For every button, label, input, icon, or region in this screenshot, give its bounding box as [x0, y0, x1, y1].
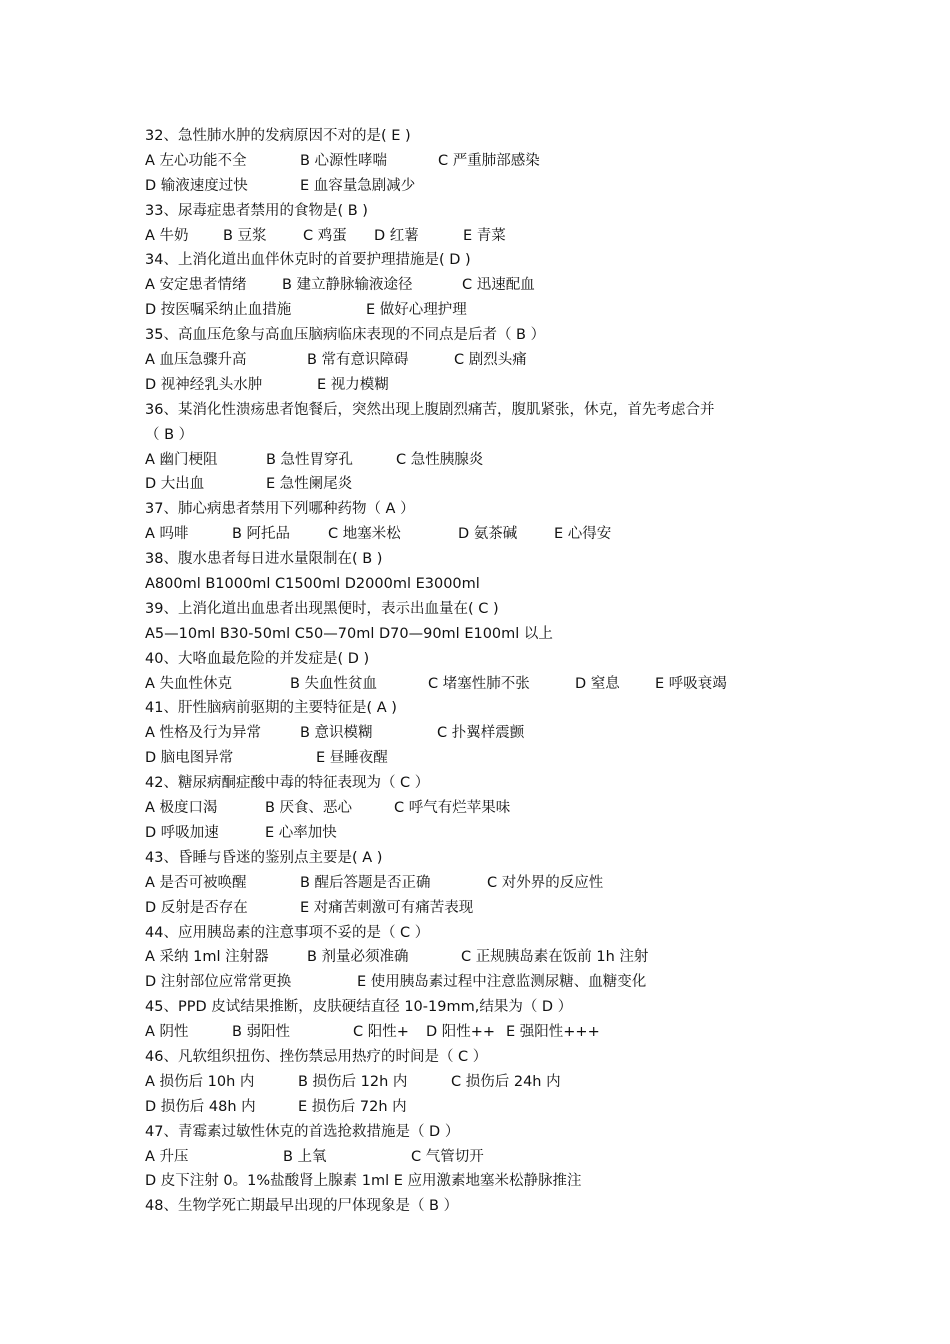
option-text: B 厌食、恶心 — [265, 800, 353, 817]
text-line — [145, 921, 825, 946]
text-line — [145, 846, 825, 871]
line-text: A 失血性休克 — [145, 675, 233, 692]
line-text: 35、高血压危象与高血压脑病临床表现的不同点是后者（ B ） — [145, 327, 546, 344]
line-text: A 吗啡 — [145, 526, 189, 543]
line-text: D 呼吸加速 — [145, 824, 219, 841]
option-text: C 正规胰岛素在饭前 1h 注射 — [461, 949, 649, 966]
line-text: A 幽门梗阻 — [145, 451, 218, 468]
line-text: D 反射是否存在 — [145, 899, 248, 916]
line-text: D 脑电图异常 — [145, 750, 234, 767]
text-line — [145, 298, 825, 323]
text-line — [145, 721, 825, 746]
text-line — [145, 248, 825, 273]
text-line — [145, 1145, 825, 1170]
text-line — [145, 597, 825, 622]
line-text: D 注射部位应常常更换 — [145, 974, 292, 991]
line-text: A 是否可被唤醒 — [145, 874, 247, 891]
text-line — [145, 995, 825, 1020]
line-text: 46、凡软组织扭伤、挫伤禁忌用热疗的时间是（ C ） — [145, 1048, 488, 1065]
line-text: A 安定患者情绪 — [145, 277, 247, 294]
text-line — [145, 348, 825, 373]
text-line — [145, 448, 825, 473]
line-text: A5—10ml B30-50ml C50—70ml D70—90ml E100ml 以上 — [145, 625, 553, 642]
text-line — [145, 796, 825, 821]
option-text: C 地塞米松 — [328, 526, 401, 543]
line-text: （ B ） — [145, 426, 194, 443]
line-text: 37、肺心病患者禁用下列哪种药物（ A ） — [145, 501, 415, 518]
text-line — [145, 871, 825, 896]
text-line — [145, 1095, 825, 1120]
option-text: E 青菜 — [463, 227, 506, 244]
option-text: B 弱阳性 — [232, 1024, 291, 1041]
text-line — [145, 945, 825, 970]
line-text: 40、大咯血最危险的并发症是( D ) — [145, 650, 370, 667]
text-line — [145, 522, 825, 547]
option-text: B 上氧 — [283, 1148, 327, 1165]
text-line — [145, 1045, 825, 1070]
text-line — [145, 273, 825, 298]
option-text: C 剧烈头痛 — [454, 352, 527, 369]
line-text: 33、尿毒症患者禁用的食物是( B ) — [145, 202, 368, 219]
option-text: D 红薯 — [374, 227, 419, 244]
line-text: 41、肝性脑病前驱期的主要特征是( A ) — [145, 700, 397, 717]
option-text: C 堵塞性肺不张 — [428, 675, 530, 692]
text-line — [145, 149, 825, 174]
text-line — [145, 323, 825, 348]
text-line — [145, 373, 825, 398]
line-text: 36、某消化性溃疡患者饱餐后，突然出现上腹剧烈痛苦，腹肌紧张，休克，首先考虑合并 — [145, 401, 715, 418]
line-text: D 输液速度过快 — [145, 177, 248, 194]
text-line — [145, 1194, 825, 1219]
option-text: C 鸡蛋 — [303, 227, 347, 244]
text-line — [145, 622, 825, 647]
line-text: 34、上消化道出血伴休克时的首要护理措施是( D ) — [145, 252, 471, 269]
option-text: C 扑翼样震颤 — [437, 725, 525, 742]
option-text: B 急性胃穿孔 — [266, 451, 354, 468]
text-line — [145, 497, 825, 522]
option-text: C 阳性+ — [353, 1024, 409, 1041]
line-text: 47、青霉素过敏性休克的首选抢救措施是（ D ） — [145, 1123, 460, 1140]
text-line — [145, 1120, 825, 1145]
option-text: B 心源性哮喘 — [300, 152, 388, 169]
text-line — [145, 1070, 825, 1095]
option-text: D 阳性++ — [426, 1024, 496, 1041]
line-text: D 视神经乳头水肿 — [145, 376, 263, 393]
line-text: 32、急性肺水肿的发病原因不对的是( E ) — [145, 128, 411, 144]
line-text: 48、生物学死亡期最早出现的尸体现象是（ B ） — [145, 1198, 459, 1215]
option-text: C 损伤后 24h 内 — [451, 1073, 561, 1090]
line-text: A 损伤后 10h 内 — [145, 1073, 255, 1090]
line-text: D 损伤后 48h 内 — [145, 1098, 256, 1115]
question-list — [145, 124, 825, 1219]
line-text: D 大出血 — [145, 476, 205, 493]
option-text: C 迅速配血 — [462, 277, 535, 294]
option-text: B 建立静脉输液途径 — [282, 277, 413, 294]
text-line — [145, 174, 825, 199]
text-line — [145, 547, 825, 572]
line-text: 39、上消化道出血患者出现黑便时，表示出血量在( C ) — [145, 600, 499, 617]
option-text: B 阿托品 — [232, 526, 291, 543]
text-line — [145, 1020, 825, 1045]
option-text: C 对外界的反应性 — [487, 874, 604, 891]
text-line — [145, 199, 825, 224]
line-text: 43、昏睡与昏迷的鉴别点主要是( A ) — [145, 849, 383, 866]
text-line — [145, 1169, 825, 1194]
option-text: C 呼气有烂苹果味 — [394, 800, 511, 817]
option-text: B 醒后答题是否正确 — [300, 874, 431, 891]
option-text: E 急性阑尾炎 — [266, 476, 353, 493]
text-line — [145, 124, 825, 149]
option-text: B 剂量必须准确 — [307, 949, 409, 966]
line-text: A 采纳 1ml 注射器 — [145, 949, 269, 966]
text-line — [145, 746, 825, 771]
option-text: B 豆浆 — [223, 227, 267, 244]
text-line — [145, 423, 825, 448]
option-text: C 严重肺部感染 — [438, 152, 540, 169]
line-text: A 极度口渴 — [145, 800, 218, 817]
text-line — [145, 821, 825, 846]
option-text: E 使用胰岛素过程中注意监测尿糖、血糖变化 — [357, 974, 647, 991]
option-text: B 意识模糊 — [300, 725, 373, 742]
option-text: B 失血性贫血 — [290, 675, 378, 692]
line-text: A 血压急骤升高 — [145, 352, 247, 369]
text-line — [145, 672, 825, 697]
text-line — [145, 696, 825, 721]
option-text: C 气管切开 — [411, 1148, 484, 1165]
line-text: A 牛奶 — [145, 227, 189, 244]
line-text: D 皮下注射 0。1%盐酸肾上腺素 1ml E 应用激素地塞米松静脉推注 — [145, 1173, 582, 1190]
option-text: E 呼吸衰竭 — [655, 675, 727, 692]
line-text: D 按医嘱采纳止血措施 — [145, 302, 292, 319]
option-text: E 视力模糊 — [317, 376, 389, 393]
option-text: C 急性胰腺炎 — [396, 451, 484, 468]
line-text: A 升压 — [145, 1148, 189, 1165]
line-text: A 阴性 — [145, 1024, 189, 1041]
option-text: B 常有意识障碍 — [307, 352, 409, 369]
option-text: E 损伤后 72h 内 — [298, 1098, 407, 1115]
text-line — [145, 472, 825, 497]
text-line — [145, 896, 825, 921]
line-text: A800ml B1000ml C1500ml D2000ml E3000ml — [145, 576, 480, 593]
text-line — [145, 572, 825, 597]
line-text: 45、PPD 皮试结果推断，皮肤硬结直径 10-19mm,结果为（ D ） — [145, 999, 573, 1016]
line-text: 38、腹水患者每日进水量限制在( B ) — [145, 551, 383, 568]
option-text: E 心率加快 — [265, 824, 337, 841]
option-text: D 窒息 — [575, 675, 620, 692]
line-text: 44、应用胰岛素的注意事项不妥的是（ C ） — [145, 924, 430, 941]
text-line — [145, 771, 825, 796]
text-line — [145, 398, 825, 423]
text-line — [145, 647, 825, 672]
text-line — [145, 224, 825, 249]
option-text: E 昼睡夜醒 — [316, 750, 388, 767]
option-text: E 血容量急剧减少 — [300, 177, 416, 194]
option-text: E 做好心理护理 — [366, 302, 467, 319]
line-text: A 性格及行为异常 — [145, 725, 262, 742]
text-line — [145, 970, 825, 995]
option-text: E 心得安 — [554, 526, 612, 543]
line-text: A 左心功能不全 — [145, 152, 247, 169]
line-text: 42、糖尿病酮症酸中毒的特征表现为（ C ） — [145, 775, 430, 792]
option-text: E 对痛苦刺激可有痛苦表现 — [300, 899, 474, 916]
option-text: E 强阳性+++ — [506, 1024, 600, 1041]
option-text: B 损伤后 12h 内 — [298, 1073, 408, 1090]
option-text: D 氨茶碱 — [458, 526, 518, 543]
